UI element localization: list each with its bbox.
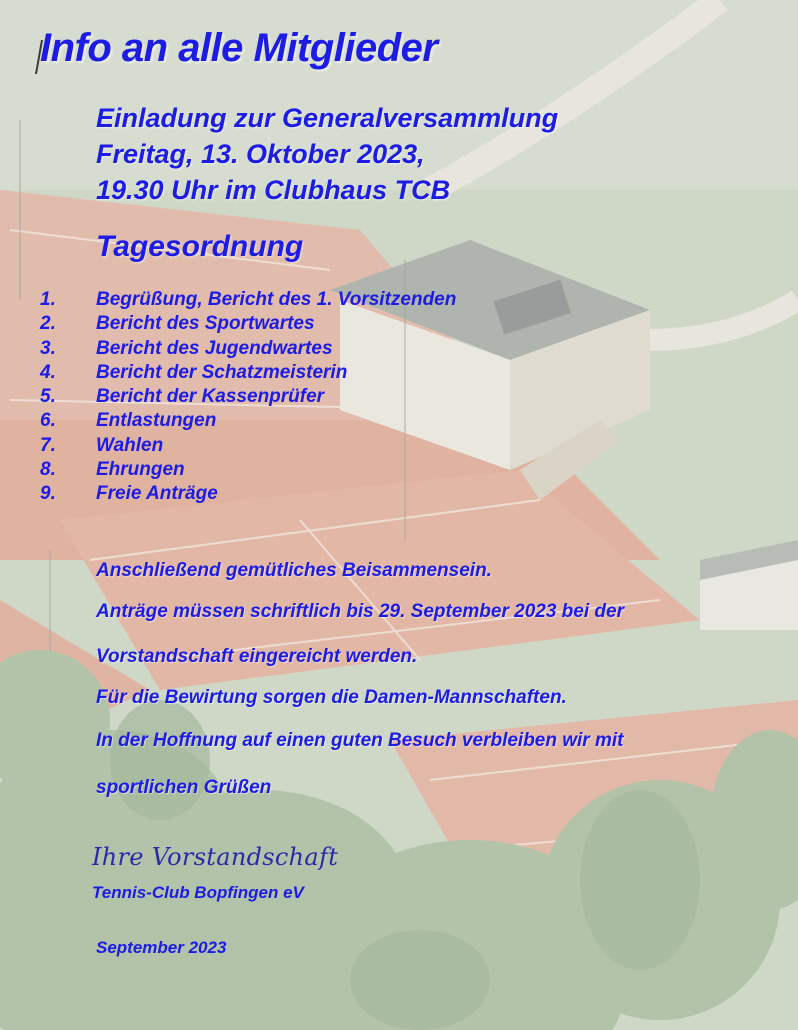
closing-social-note: Anschließend gemütliches Beisammensein. <box>96 560 492 581</box>
agenda-list <box>40 288 456 507</box>
item-number: 9. <box>40 483 56 505</box>
item-text: Bericht der Kassenprüfer <box>96 386 325 408</box>
item-number: 5. <box>40 386 56 408</box>
item-text: Entlastungen <box>96 410 217 432</box>
invitation-block <box>96 100 558 208</box>
item-text: Freie Anträge <box>96 483 218 505</box>
closing-motions-deadline: Anträge müssen schriftlich bis 29. September 2023 bei der <box>96 601 624 622</box>
list-item <box>40 458 456 482</box>
item-number: 1. <box>40 289 56 310</box>
list-item <box>40 409 456 433</box>
invitation-date: Freitag, 13. Oktober 2023, <box>96 139 425 169</box>
item-text: Begrüßung, Bericht des 1. Vorsitzenden <box>96 289 457 310</box>
item-number: 8. <box>40 459 56 481</box>
closing-motions-recipient: Vorstandschaft eingereicht werden. <box>96 646 418 667</box>
closing-catering-note: Für die Bewirtung sorgen die Damen-Mannschaften. <box>96 687 567 708</box>
item-number: 6. <box>40 410 56 432</box>
closing-farewell: In der Hoffnung auf einen guten Besuch verbleiben wir mit <box>96 730 624 751</box>
document-date: September 2023 <box>96 938 227 957</box>
agenda-heading: Tagesordnung <box>96 230 304 263</box>
item-number: 3. <box>40 337 56 359</box>
list-item <box>40 385 456 409</box>
item-number: 4. <box>40 361 56 383</box>
list-item <box>40 361 456 385</box>
list-item <box>40 312 456 336</box>
item-number: 2. <box>40 313 56 335</box>
list-item <box>40 482 456 506</box>
item-text: Bericht der Schatzmeisterin <box>96 361 348 383</box>
item-text: Bericht des Jugendwartes <box>96 337 333 359</box>
list-item <box>40 337 456 361</box>
list-item <box>40 434 456 458</box>
item-text: Wahlen <box>96 434 164 456</box>
signature: Ihre Vorstandschaft <box>92 843 339 871</box>
item-text: Ehrungen <box>96 459 185 481</box>
list-item <box>40 288 456 312</box>
club-name: Tennis-Club Bopfingen eV <box>92 883 304 902</box>
closing-regards: sportlichen Grüßen <box>96 777 272 798</box>
invitation-line: Einladung zur Generalversammlung <box>96 103 559 133</box>
page-title: Info an alle Mitglieder <box>40 26 438 70</box>
item-text: Bericht des Sportwartes <box>96 313 315 335</box>
item-number: 7. <box>40 434 56 456</box>
invitation-time-place: 19.30 Uhr im Clubhaus TCB <box>96 175 451 205</box>
